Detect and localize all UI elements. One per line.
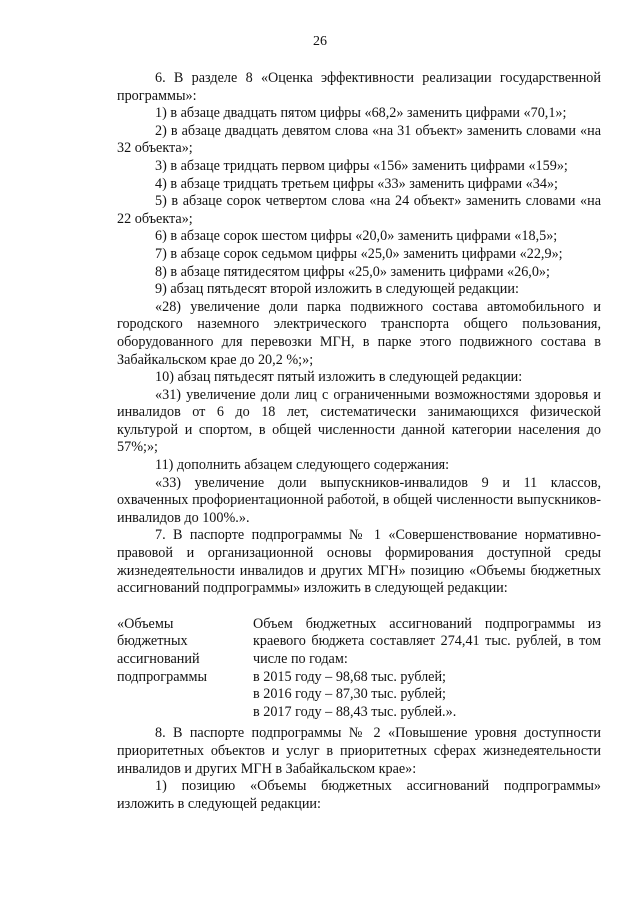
paragraph: 3) в абзаце тридцать первом цифры «156» заменить цифрами «159»; — [155, 157, 568, 174]
budget-table-label-cell — [117, 616, 253, 722]
paragraph: 7) в абзаце сорок седьмом цифры «25,0» заменить цифрами «22,9»; — [155, 245, 563, 262]
table-value-line: числе по годам: — [253, 651, 348, 667]
paragraph: 10) абзац пятьдесят пятый изложить в следующей редакции: — [155, 369, 523, 386]
table-label-line: «Объемы — [117, 615, 174, 632]
table-value-line: Объем бюджетных ассигнований подпрограммы из — [253, 615, 601, 632]
paragraph: 4) в абзаце тридцать третьем цифры «33» заменить цифрами «34»; — [155, 175, 558, 192]
table-value-line: в 2017 году – 88,43 тыс. рублей.». — [253, 703, 457, 720]
budget-table — [117, 616, 601, 722]
table-value-line: краевого бюджета составляет 274,41 тыс. рублей, в том — [253, 633, 601, 650]
paragraph: 6) в абзаце сорок шестом цифры «20,0» заменить цифрами «18,5»; — [155, 228, 558, 245]
paragraph: 9) абзац пятьдесят второй изложить в следующей редакции: — [155, 281, 519, 298]
table-label-line: ассигнований — [117, 651, 200, 667]
table-value-line: в 2016 году – 87,30 тыс. рублей; — [253, 686, 446, 703]
paragraph: «31) увеличение доли лиц с ограниченными возможностями здоровья и инвалидов от 6 до 18 лет, систематически занимающихся физической культурой и спортом, в общей численности данной категории населения до 57%;»; — [117, 386, 601, 456]
paragraph: 6. В разделе 8 «Оценка эффективности реализации государственной программы»: — [117, 70, 601, 104]
paragraph: 8. В паспорте подпрограммы № 2 «Повышение уровня доступности приоритетных объектов и услуг в приоритетных сферах жизнедеятельности инвалидов и других МГН в Забайкальском крае»: — [117, 725, 601, 777]
paragraph: 7. В паспорте подпрограммы № 1 «Совершенствование нормативно-правовой и организационной основы формирования доступной среды жизнедеятельности инвалидов и других МГН» позицию «Объемы бюджетных ассигнований подпрограммы» изложить в следующей редакции: — [117, 527, 601, 597]
paragraph: «28) увеличение доли парка подвижного состава автомобильного и городского наземного электрического транспорта общего пользования, оборудованного для перевозки МГН, в парке этого подвижного состава в Забайкальском крае до 20,2 %;»; — [117, 298, 601, 368]
paragraph: 5) в абзаце сорок четвертом слова «на 24 объект» заменить словами «на 22 объекта»; — [117, 193, 601, 227]
paragraph: 8) в абзаце пятидесятом цифры «25,0» заменить цифрами «26,0»; — [155, 263, 550, 280]
paragraph: 11) дополнить абзацем следующего содержания: — [155, 457, 450, 474]
table-value-line: в 2015 году – 98,68 тыс. рублей; — [253, 668, 446, 685]
table-label-line: бюджетных — [117, 633, 188, 650]
document-body — [117, 70, 601, 813]
paragraph: «33) увеличение доли выпускников-инвалидов 9 и 11 классов, охваченных профориентационной работой, в общей численности выпускников-инвалидов до 100%.». — [117, 474, 601, 526]
paragraph: 2) в абзаце двадцать девятом слова «на 31 объект» заменить словами «на 32 объекта»; — [117, 122, 601, 157]
budget-table-value-cell — [253, 616, 601, 722]
page-number: 26 — [313, 34, 327, 49]
paragraph: 1) в абзаце двадцать пятом цифры «68,2» заменить цифрами «70,1»; — [155, 105, 567, 122]
table-label-line: подпрограммы — [117, 668, 207, 685]
paragraph: 1) позицию «Объемы бюджетных ассигнований подпрограммы» изложить в следующей редакции: — [117, 778, 601, 812]
